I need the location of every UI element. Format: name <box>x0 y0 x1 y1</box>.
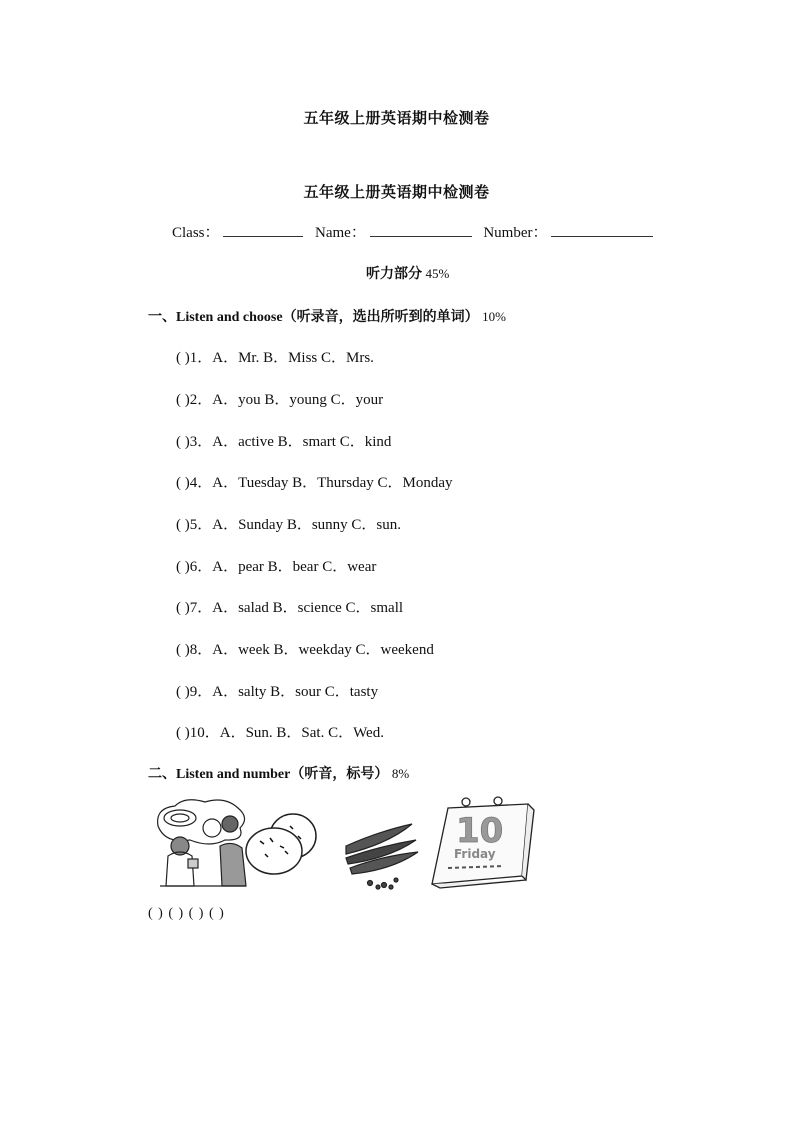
section-1-instruction: （听录音，选出所听到的单词） <box>282 309 479 325</box>
green-beans-picture <box>346 824 418 889</box>
calendar-picture <box>432 797 534 888</box>
section-2-heading <box>148 763 409 783</box>
question-3: ( )3．A．active B．smart C．kind <box>176 434 392 450</box>
question-6: ( )6．A．pear B．bear C．wear <box>176 559 377 575</box>
name-blank[interactable] <box>370 222 472 237</box>
answer-blanks-row[interactable]: ( ) ( ) ( ) ( ) <box>148 906 225 921</box>
part-heading <box>366 263 449 283</box>
question-2: ( )2．A．you B．young C．your <box>176 392 384 408</box>
number-label: Number： <box>483 225 548 241</box>
part-heading-percent: 45% <box>425 266 450 281</box>
question-1: ( )1．A．Mr. B．Miss C．Mrs. <box>176 350 374 366</box>
section-2-title: Listen and number <box>176 767 291 782</box>
svg-text:10: 10 <box>456 811 504 851</box>
question-4: ( )4．A．Tuesday B．Thursday C．Monday <box>176 475 453 491</box>
question-8: ( )8．A．week B．weekday C．weekend <box>176 642 434 658</box>
student-info-line <box>172 221 661 242</box>
picture-strip <box>150 796 535 896</box>
section-2-instruction: （听音，标号） <box>290 766 389 782</box>
class-blank[interactable] <box>223 222 303 237</box>
question-10: ( )10．A．Sun. B．Sat. C．Wed. <box>176 725 384 741</box>
question-7: ( )7．A．salad B．science C．small <box>176 600 404 616</box>
svg-text:Friday: Friday <box>454 847 496 861</box>
section-2-percent: 8% <box>391 766 410 781</box>
section-1-number: 一、 <box>148 309 176 325</box>
picture-strip-graphic <box>150 796 535 896</box>
name-label: Name： <box>315 225 366 241</box>
question-5: ( )5．A．Sunday B．sunny C．sun. <box>176 517 402 533</box>
document-title: 五年级上册英语期中检测卷 <box>303 183 490 201</box>
kids-thinking-food-picture <box>158 800 246 886</box>
question-9: ( )9．A．salty B．sour C．tasty <box>176 684 379 700</box>
section-1-percent: 10% <box>482 309 506 324</box>
document-title-top: 五年级上册英语期中检测卷 <box>303 109 490 127</box>
section-1-title: Listen and choose <box>176 310 283 325</box>
class-label: Class： <box>172 225 220 241</box>
bread-picture <box>246 814 316 874</box>
section-2-number: 二、 <box>148 766 176 782</box>
section-1-heading <box>148 306 506 326</box>
part-heading-title: 听力部分 <box>366 266 422 282</box>
number-blank[interactable] <box>551 222 653 237</box>
